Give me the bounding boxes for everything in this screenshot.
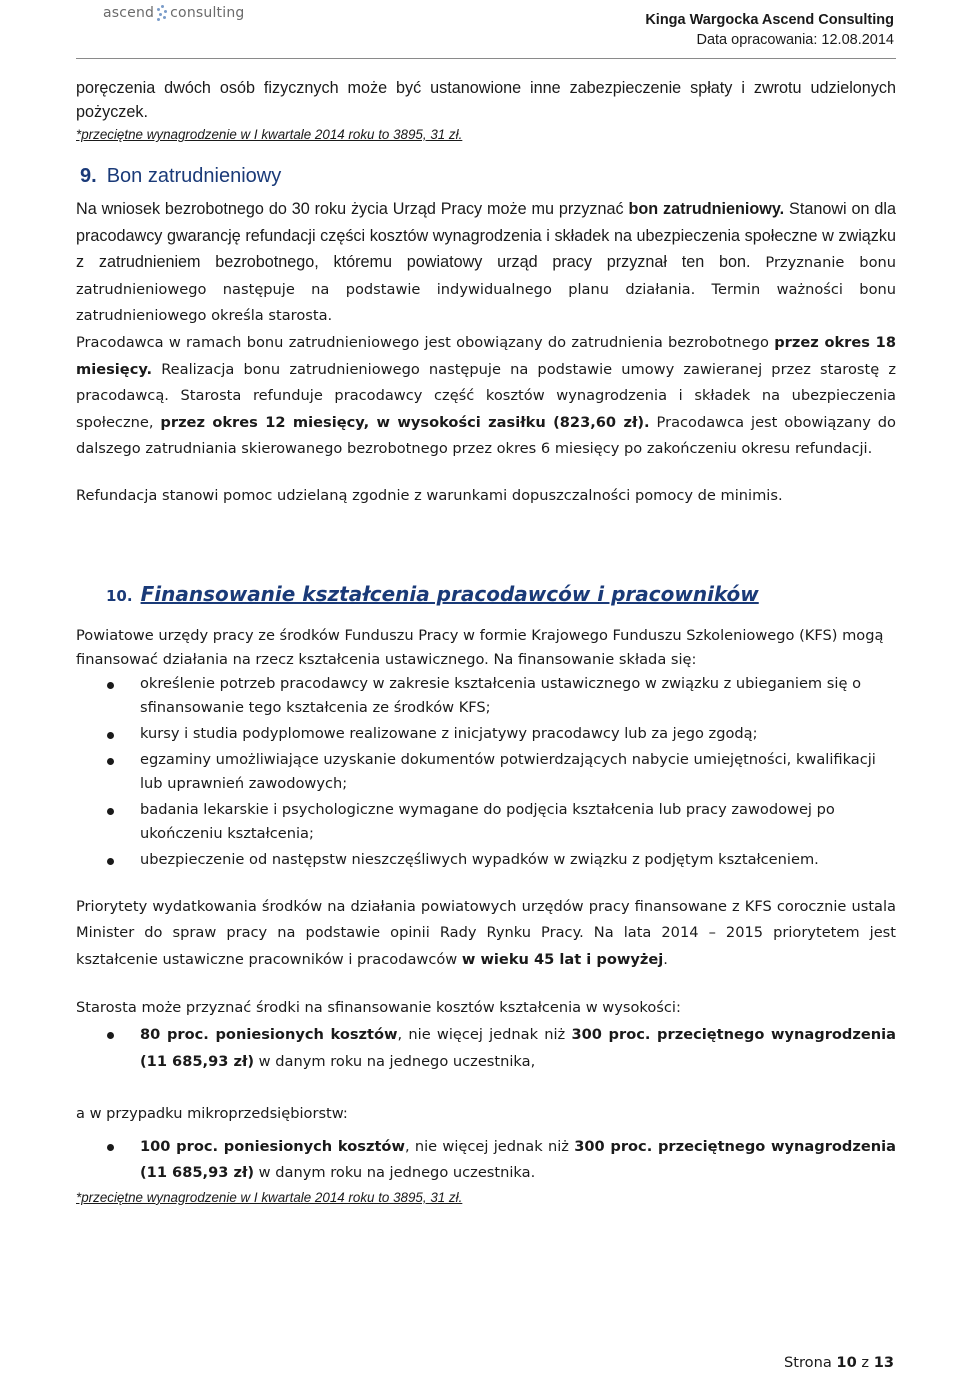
text-run-bold: przez okres 18 miesięcy. bbox=[76, 333, 896, 378]
list-item-text: kursy i studia podyplomowe realizowane z inicjatywy pracodawcy lub za jego zgodą; bbox=[140, 724, 758, 742]
section-10-heading bbox=[76, 580, 896, 610]
text-run: . bbox=[663, 950, 668, 968]
list-item bbox=[76, 848, 896, 872]
text-run-bold: bon zatrudnieniowy. bbox=[628, 200, 785, 218]
page-number bbox=[784, 1354, 894, 1371]
section-9-paragraph-1 bbox=[76, 196, 896, 330]
bullet-icon bbox=[107, 1144, 114, 1151]
logo-dots-icon bbox=[156, 4, 168, 22]
header-divider bbox=[76, 58, 896, 59]
page-total: 13 bbox=[873, 1354, 894, 1371]
bullet-icon bbox=[107, 682, 114, 689]
list-item bbox=[76, 672, 896, 720]
rate-list-general bbox=[76, 1022, 896, 1075]
header-info bbox=[645, 10, 894, 50]
text-run: Starosta refunduje pracodawcy część kosztów wynagrodzenia i składek na ubezpieczenia społeczne, bbox=[76, 387, 896, 431]
list-item bbox=[76, 722, 896, 746]
text-run: , nie więcej jednak niż bbox=[404, 1137, 575, 1155]
text-run-bold: 300 proc. przeciętnego wynagrodzenia (11 685,93 zł) bbox=[140, 1025, 897, 1070]
text-run-bold: 80 proc. poniesionych kosztów bbox=[140, 1025, 398, 1043]
text-run: w danym roku na jednego uczestnika. bbox=[254, 1164, 536, 1182]
bullet-icon bbox=[107, 808, 114, 815]
list-item bbox=[76, 1022, 896, 1075]
section-9-number: 9. bbox=[80, 165, 97, 187]
text-run-bold: 100 proc. poniesionych kosztów bbox=[140, 1137, 405, 1155]
footnote-top: *przeciętne wynagrodzenie w I kwartale 2014 roku to 3895, 31 zł. bbox=[76, 127, 463, 142]
list-item bbox=[76, 748, 896, 796]
text-run: Priorytety wydatkowania środków na działania powiatowych urzędów pracy finansowane z KFS corocznie ustala Minister do spraw pracy na podstawie opinii Rady Rynku Pracy. Na lata 2014 – 2015 priorytetem jest kształcenie ustawiczne pracowników i pracodawców bbox=[76, 897, 896, 968]
rate-list-micro bbox=[76, 1134, 896, 1187]
text-run-bold: w wieku 45 lat i powyżej bbox=[461, 950, 664, 968]
logo-text-right: consulting bbox=[170, 5, 245, 21]
text-run: , nie więcej jednak niż bbox=[397, 1025, 572, 1043]
logo-text-left: ascend bbox=[103, 5, 155, 21]
section-10-paragraph-2 bbox=[76, 894, 896, 974]
list-item bbox=[76, 1134, 896, 1187]
company-logo bbox=[103, 4, 245, 22]
company-name: Kinga Wargocka Ascend Consulting bbox=[645, 12, 894, 28]
section-10-paragraph-1: Powiatowe urzędy pracy ze środków Funduszu Pracy w formie Krajowego Funduszu Szkoleniowego (KFS) mogą finansować działania na rzecz kształcenia ustawicznego. Na finansowanie składa się: bbox=[76, 626, 884, 668]
date-line: Data opracowania: 12.08.2014 bbox=[696, 32, 894, 48]
list-item bbox=[76, 798, 896, 846]
footnote-bottom: *przeciętne wynagrodzenie w I kwartale 2014 roku to 3895, 31 zł. bbox=[76, 1189, 463, 1205]
bullet-icon bbox=[107, 1032, 114, 1039]
bullet-icon bbox=[107, 858, 114, 865]
intro-paragraph: poręczenia dwóch osób fizycznych może być ustanowione inne zabezpieczenie spłaty i zwrotu udzielonych pożyczek. bbox=[76, 79, 896, 121]
section-9-paragraph-3: Refundacja stanowi pomoc udzielaną zgodnie z warunkami dopuszczalności pomocy de minimis. bbox=[76, 486, 783, 504]
text-run: Na wniosek bezrobotnego do 30 roku życia Urząd Pracy może mu przyznać bbox=[76, 200, 629, 218]
page-separator: z bbox=[861, 1354, 870, 1371]
text-run: Realizacja bonu zatrudnieniowego następuje na podstawie umowy zawieranej przez starostę z pracodawcą. bbox=[76, 360, 896, 405]
section-10-title: Finansowanie kształcenia pracodawców i pracowników bbox=[140, 581, 759, 606]
section-9-paragraph-2 bbox=[76, 330, 896, 463]
list-item-text: badania lekarskie i psychologiczne wymagane do podjęcia kształcenia lub pracy zawodowej po ukończeniu kształcenia; bbox=[140, 800, 835, 842]
text-run: w danym roku na jednego uczestnika, bbox=[254, 1052, 536, 1070]
bullet-icon bbox=[107, 758, 114, 765]
section-10-paragraph-4: a w przypadku mikroprzedsiębiorstw: bbox=[76, 1105, 348, 1123]
page-label: Strona bbox=[783, 1354, 832, 1371]
section-9-heading bbox=[76, 162, 896, 190]
list-item-text: ubezpieczenie od następstw nieszczęśliwych wypadków w związku z podjętym kształceniem. bbox=[140, 850, 819, 868]
text-run: Pracodawca jest obowiązany do dalszego zatrudniania skierowanego bezrobotnego przez okres 6 miesięcy po zakończeniu okresu refundacji. bbox=[76, 413, 896, 458]
document-body bbox=[76, 76, 896, 1209]
page-current: 10 bbox=[836, 1354, 857, 1371]
bullet-icon bbox=[107, 732, 114, 739]
text-run-bold: przez okres 12 miesięcy, w wysokości zasiłku (823,60 zł). bbox=[160, 413, 650, 431]
text-run: Przyznanie bonu zatrudnieniowego następuje na podstawie indywidualnego planu działania. Termin ważności bonu zatrudnieniowego określa starosta. bbox=[76, 254, 896, 325]
section-10-number: 10. bbox=[106, 586, 133, 605]
text-run: Stanowi on dla pracodawcy gwarancję refundacji części kosztów wynagrodzenia i składek na ubezpieczenia społeczne w związku z zatrudnieniem bezrobotnego, któremu powiatowy urząd pracy przyznał ten bon. bbox=[76, 200, 896, 272]
list-item-text: określenie potrzeb pracodawcy w zakresie kształcenia ustawicznego w związku z ubieganiem się o sfinansowanie tego kształcenia ze środków KFS; bbox=[140, 674, 861, 716]
text-run-bold: 300 proc. przeciętnego wynagrodzenia (11 685,93 zł) bbox=[140, 1137, 897, 1182]
section-9-title: Bon zatrudnieniowy bbox=[106, 165, 282, 187]
page-header bbox=[0, 0, 960, 58]
text-run: Pracodawca w ramach bonu zatrudnieniowego jest obowiązany do zatrudnienia bezrobotnego bbox=[76, 333, 775, 351]
section-10-paragraph-3: Starosta może przyznać środki na sfinansowanie kosztów kształcenia w wysokości: bbox=[76, 999, 681, 1017]
list-item-text: egzaminy umożliwiające uzyskanie dokumentów potwierdzających nabycie umiejętności, kwalifikacji lub uprawnień zawodowych; bbox=[140, 750, 876, 792]
financing-list bbox=[76, 672, 896, 872]
